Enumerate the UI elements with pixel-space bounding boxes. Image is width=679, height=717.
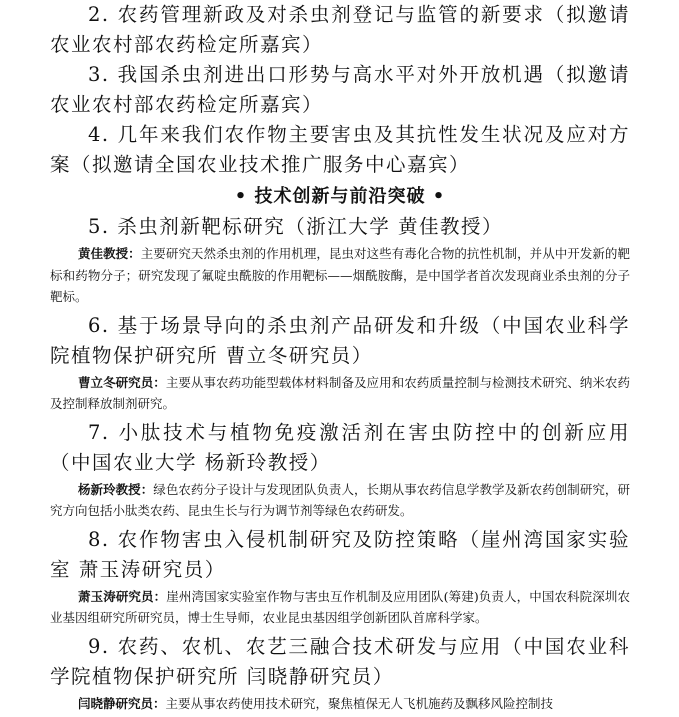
speaker-name: 杨新玲教授： (78, 481, 154, 497)
speaker-bio (50, 479, 630, 522)
agenda-topic-2: 2. 农药管理新政及对杀虫剂登记与监管的新要求（拟邀请农业农村部农药检定所嘉宾） (50, 3, 630, 56)
speaker-bio (50, 372, 630, 415)
agenda-topic-3: 3. 我国杀虫剂进出口形势与高水平对外开放机遇（拟邀请农业农村部农药检定所嘉宾） (50, 63, 630, 116)
agenda-topic-5: 5. 杀虫剂新靶标研究（浙江大学 黄佳教授） (88, 215, 504, 238)
document-page (50, 0, 630, 717)
speaker-bio (50, 243, 630, 308)
agenda-topic-7: 7. 小肽技术与植物免疫激活剂在害虫防控中的创新应用（中国农业大学 杨新玲教授） (50, 420, 630, 474)
speaker-bio-text: 主要研究天然杀虫剂的作用机理，昆虫对这些有毒化合物的抗性机制，并从中开发新的靶标和药物分子；研究发现了氟啶虫酰胺的作用靶标——烟酰胺酶，是中国学者首次发现商业杀虫剂的分子靶标。 (50, 246, 630, 304)
agenda-topic-8: 8. 农作物害虫入侵机制研究及防控策略（崖州湾国家实验室 萧玉涛研究员） (50, 527, 630, 581)
agenda-topic-9: 9. 农药、农机、农艺三融合技术研发与应用（中国农业科学院植物保护研究所 闫晓静研究员） (50, 634, 630, 688)
speaker-bio-text: 主要从事农药功能型载体材料制备及应用和农药质量控制与检测技术研究、纳米农药及控制释放制剂研究。 (50, 374, 630, 411)
agenda-topic-6: 6. 基于场景导向的杀虫剂产品研发和升级（中国农业科学院植物保护研究所 曹立冬研究员） (50, 313, 630, 367)
speaker-name: 曹立冬研究员： (78, 374, 166, 390)
speaker-bio-text: 主要从事农药使用技术研究，聚焦植保无人飞机施药及飘移风险控制技 (165, 695, 554, 711)
agenda-topic-4: 4. 几年来我们农作物主要害虫及其抗性发生状况及应对方案（拟邀请全国农业技术推广服务中心嘉宾） (50, 123, 630, 176)
speaker-bio (50, 693, 630, 715)
speaker-bio-text: 崖州湾国家实验室作物与害虫互作机制及应用团队(筹建)负责人，中国农科院深圳农业基因组研究所研究员，博士生导师，农业昆虫基因组学创新团队首席科学家。 (50, 588, 630, 625)
speaker-name: 黄佳教授： (78, 246, 141, 261)
speaker-name: 闫晓静研究员： (78, 695, 166, 711)
speaker-name: 萧玉涛研究员： (78, 588, 167, 604)
section-heading: • 技术创新与前沿突破 • (234, 186, 446, 207)
speaker-bio-text: 绿色农药分子设计与发现团队负责人，长期从事农药信息学教学及新农药创制研究，研究方向包括小肽类农药、昆虫生长与行为调节剂等绿色农药研发。 (50, 481, 630, 518)
speaker-bio (50, 586, 630, 629)
